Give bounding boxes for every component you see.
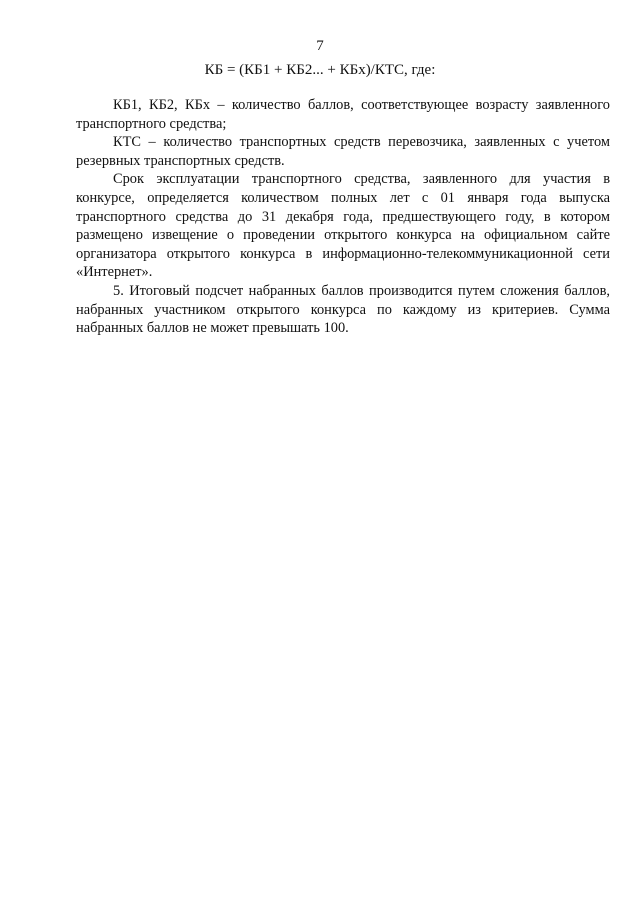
paragraph-service-life: Срок эксплуатации транспортного средства, заявленного для участия в конкурсе, определяется количеством полных лет с 01 января года выпуска транспортного средства до 31 декабря года, предшествующего году, в котором размещено извещение о проведении открытого конкурса на официальном сайте организатора открытого конкурса в информационно-телекоммуникационной сети «Интернет». xyxy=(76,171,610,281)
paragraph-total-score: 5. Итоговый подсчет набранных баллов производится путем сложения баллов, набранных участником открытого конкурса по каждому из критериев. Сумма набранных баллов не может превышать 100. xyxy=(76,282,610,337)
paragraph-kb-definition: КБ1, КБ2, КБх – количество баллов, соответствующее возрасту заявленного транспортного средства; xyxy=(76,97,610,132)
paragraph-kts-definition: КТС – количество транспортных средств перевозчика, заявленных с учетом резервных транспортных средств. xyxy=(76,134,610,169)
formula-line: КБ = (КБ1 + КБ2... + КБх)/КТС, где: xyxy=(204,62,436,78)
document-body xyxy=(76,96,610,338)
page-number: 7 xyxy=(316,38,324,54)
